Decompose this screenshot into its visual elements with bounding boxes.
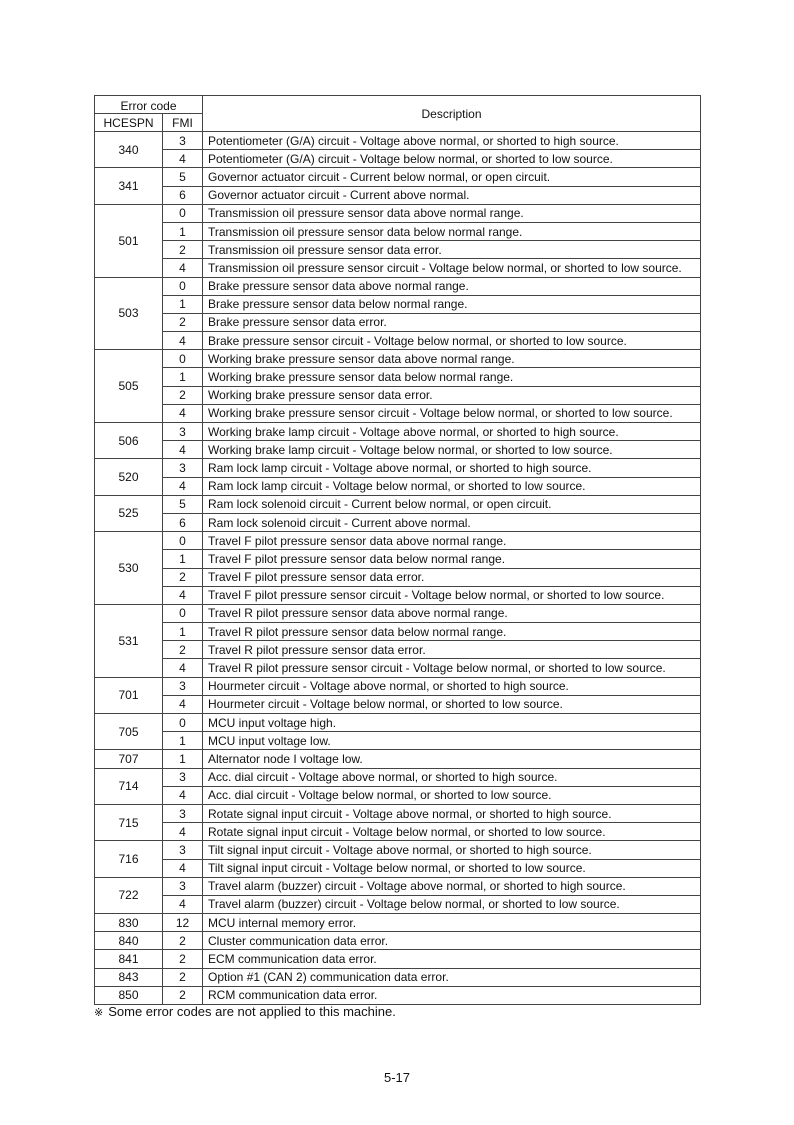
hcespn-cell: 506 — [95, 423, 163, 459]
table-row — [95, 186, 701, 204]
fmi-cell: 0 — [163, 604, 203, 622]
hcespn-cell: 705 — [95, 714, 163, 750]
fmi-cell: 4 — [163, 859, 203, 877]
description-cell: ECM communication data error. — [203, 950, 701, 968]
fmi-cell: 2 — [163, 241, 203, 259]
fmi-cell: 0 — [163, 532, 203, 550]
fmi-cell: 2 — [163, 568, 203, 586]
hcespn-cell: 716 — [95, 841, 163, 877]
fmi-cell: 4 — [163, 586, 203, 604]
fmi-cell: 3 — [163, 423, 203, 441]
fmi-cell: 4 — [163, 695, 203, 713]
table-row — [95, 423, 701, 441]
description-cell: Travel alarm (buzzer) circuit - Voltage above normal, or shorted to high source. — [203, 877, 701, 895]
fmi-cell: 4 — [163, 259, 203, 277]
table-row — [95, 332, 701, 350]
description-cell: Transmission oil pressure sensor data above normal range. — [203, 204, 701, 222]
fmi-cell: 3 — [163, 877, 203, 895]
table-row — [95, 350, 701, 368]
table-row — [95, 914, 701, 932]
fmi-cell: 2 — [163, 968, 203, 986]
table-row — [95, 968, 701, 986]
table-row — [95, 695, 701, 713]
fmi-cell: 1 — [163, 295, 203, 313]
description-cell: Transmission oil pressure sensor data below normal range. — [203, 222, 701, 240]
fmi-cell: 0 — [163, 714, 203, 732]
table-row — [95, 932, 701, 950]
table-row — [95, 222, 701, 240]
fmi-cell: 4 — [163, 786, 203, 804]
table-row — [95, 950, 701, 968]
fmi-cell: 3 — [163, 459, 203, 477]
fmi-cell: 0 — [163, 277, 203, 295]
table-row — [95, 677, 701, 695]
description-cell: Travel R pilot pressure sensor data error. — [203, 641, 701, 659]
hcespn-cell: 722 — [95, 877, 163, 913]
description-cell: Travel R pilot pressure sensor circuit - Voltage below normal, or shorted to low source. — [203, 659, 701, 677]
table-row — [95, 986, 701, 1004]
description-cell: Potentiometer (G/A) circuit - Voltage above normal, or shorted to high source. — [203, 132, 701, 150]
fmi-cell: 4 — [163, 441, 203, 459]
fmi-cell: 2 — [163, 986, 203, 1004]
hcespn-header: HCESPN — [95, 114, 163, 132]
fmi-cell: 1 — [163, 732, 203, 750]
fmi-cell: 4 — [163, 332, 203, 350]
description-cell: Ram lock solenoid circuit - Current above normal. — [203, 513, 701, 531]
description-cell: Acc. dial circuit - Voltage below normal, or shorted to low source. — [203, 786, 701, 804]
description-cell: Travel F pilot pressure sensor data error. — [203, 568, 701, 586]
table-row — [95, 259, 701, 277]
table-row — [95, 477, 701, 495]
hcespn-cell: 505 — [95, 350, 163, 423]
description-cell: Potentiometer (G/A) circuit - Voltage below normal, or shorted to low source. — [203, 150, 701, 168]
table-row — [95, 623, 701, 641]
fmi-cell: 5 — [163, 168, 203, 186]
table-row — [95, 568, 701, 586]
description-cell: MCU internal memory error. — [203, 914, 701, 932]
table-row — [95, 750, 701, 768]
description-cell: Alternator node I voltage low. — [203, 750, 701, 768]
table-row — [95, 895, 701, 913]
fmi-cell: 4 — [163, 823, 203, 841]
table-row — [95, 441, 701, 459]
description-header: Description — [203, 96, 701, 132]
description-cell: Travel alarm (buzzer) circuit - Voltage below normal, or shorted to low source. — [203, 895, 701, 913]
table-row — [95, 732, 701, 750]
description-cell: Rotate signal input circuit - Voltage above normal, or shorted to high source. — [203, 804, 701, 822]
table-row — [95, 295, 701, 313]
fmi-cell: 3 — [163, 804, 203, 822]
description-cell: MCU input voltage high. — [203, 714, 701, 732]
table-row — [95, 386, 701, 404]
footnote — [94, 1004, 396, 1019]
description-cell: Transmission oil pressure sensor circuit - Voltage below normal, or shorted to low source. — [203, 259, 701, 277]
table-row — [95, 659, 701, 677]
hcespn-cell: 840 — [95, 932, 163, 950]
reference-mark-icon: ※ — [94, 1006, 104, 1019]
hcespn-cell: 701 — [95, 677, 163, 713]
table-row — [95, 859, 701, 877]
hcespn-cell: 530 — [95, 532, 163, 605]
description-cell: Tilt signal input circuit - Voltage below normal, or shorted to low source. — [203, 859, 701, 877]
table-row — [95, 714, 701, 732]
table-body — [95, 132, 701, 1005]
table-row — [95, 768, 701, 786]
description-cell: Tilt signal input circuit - Voltage above normal, or shorted to high source. — [203, 841, 701, 859]
table-row — [95, 550, 701, 568]
fmi-cell: 2 — [163, 641, 203, 659]
description-cell: Hourmeter circuit - Voltage above normal, or shorted to high source. — [203, 677, 701, 695]
table-row — [95, 586, 701, 604]
description-cell: Brake pressure sensor data above normal range. — [203, 277, 701, 295]
fmi-cell: 4 — [163, 659, 203, 677]
fmi-cell: 4 — [163, 895, 203, 913]
table-row — [95, 823, 701, 841]
fmi-cell: 2 — [163, 950, 203, 968]
table-row — [95, 841, 701, 859]
table-row — [95, 241, 701, 259]
table-row — [95, 368, 701, 386]
hcespn-cell: 850 — [95, 986, 163, 1004]
table-row — [95, 404, 701, 422]
fmi-cell: 12 — [163, 914, 203, 932]
description-cell: Working brake lamp circuit - Voltage below normal, or shorted to low source. — [203, 441, 701, 459]
fmi-cell: 5 — [163, 495, 203, 513]
hcespn-cell: 503 — [95, 277, 163, 350]
fmi-cell: 0 — [163, 204, 203, 222]
fmi-cell: 6 — [163, 186, 203, 204]
table-row — [95, 604, 701, 622]
description-cell: Working brake pressure sensor circuit - Voltage below normal, or shorted to low source. — [203, 404, 701, 422]
fmi-cell: 6 — [163, 513, 203, 531]
description-cell: MCU input voltage low. — [203, 732, 701, 750]
table-row — [95, 132, 701, 150]
table-row — [95, 495, 701, 513]
error-code-table — [94, 95, 701, 1005]
hcespn-cell: 715 — [95, 804, 163, 840]
description-cell: Working brake pressure sensor data below normal range. — [203, 368, 701, 386]
hcespn-cell: 714 — [95, 768, 163, 804]
table-row — [95, 313, 701, 331]
description-cell: Travel F pilot pressure sensor data above normal range. — [203, 532, 701, 550]
fmi-cell: 1 — [163, 750, 203, 768]
description-cell: Brake pressure sensor circuit - Voltage below normal, or shorted to low source. — [203, 332, 701, 350]
description-cell: Working brake pressure sensor data above normal range. — [203, 350, 701, 368]
fmi-cell: 1 — [163, 550, 203, 568]
description-cell: RCM communication data error. — [203, 986, 701, 1004]
description-cell: Travel F pilot pressure sensor circuit - Voltage below normal, or shorted to low source. — [203, 586, 701, 604]
fmi-cell: 3 — [163, 768, 203, 786]
description-cell: Working brake lamp circuit - Voltage above normal, or shorted to high source. — [203, 423, 701, 441]
fmi-cell: 1 — [163, 368, 203, 386]
hcespn-cell: 525 — [95, 495, 163, 531]
fmi-cell: 3 — [163, 677, 203, 695]
error-code-header: Error code — [95, 96, 203, 114]
description-cell: Brake pressure sensor data error. — [203, 313, 701, 331]
description-cell: Governor actuator circuit - Current below normal, or open circuit. — [203, 168, 701, 186]
hcespn-cell: 341 — [95, 168, 163, 204]
description-cell: Travel F pilot pressure sensor data below normal range. — [203, 550, 701, 568]
description-cell: Option #1 (CAN 2) communication data error. — [203, 968, 701, 986]
fmi-cell: 1 — [163, 623, 203, 641]
fmi-cell: 1 — [163, 222, 203, 240]
table-row — [95, 877, 701, 895]
description-cell: Working brake pressure sensor data error. — [203, 386, 701, 404]
description-cell: Ram lock lamp circuit - Voltage above normal, or shorted to high source. — [203, 459, 701, 477]
page-number: 5-17 — [383, 1070, 411, 1085]
hcespn-cell: 531 — [95, 604, 163, 677]
description-cell: Transmission oil pressure sensor data error. — [203, 241, 701, 259]
table-row — [95, 532, 701, 550]
fmi-cell: 0 — [163, 350, 203, 368]
table-row — [95, 459, 701, 477]
fmi-cell: 4 — [163, 477, 203, 495]
description-cell: Governor actuator circuit - Current above normal. — [203, 186, 701, 204]
description-cell: Ram lock solenoid circuit - Current below normal, or open circuit. — [203, 495, 701, 513]
description-cell: Cluster communication data error. — [203, 932, 701, 950]
description-cell: Travel R pilot pressure sensor data below normal range. — [203, 623, 701, 641]
description-cell: Rotate signal input circuit - Voltage below normal, or shorted to low source. — [203, 823, 701, 841]
table-row — [95, 168, 701, 186]
table-row — [95, 641, 701, 659]
hcespn-cell: 830 — [95, 914, 163, 932]
fmi-cell: 2 — [163, 932, 203, 950]
hcespn-cell: 520 — [95, 459, 163, 495]
fmi-cell: 4 — [163, 150, 203, 168]
hcespn-cell: 841 — [95, 950, 163, 968]
description-cell: Acc. dial circuit - Voltage above normal, or shorted to high source. — [203, 768, 701, 786]
hcespn-cell: 843 — [95, 968, 163, 986]
table-row — [95, 804, 701, 822]
table-row — [95, 786, 701, 804]
fmi-cell: 3 — [163, 841, 203, 859]
hcespn-cell: 340 — [95, 132, 163, 168]
fmi-cell: 3 — [163, 132, 203, 150]
fmi-cell: 4 — [163, 404, 203, 422]
description-cell: Travel R pilot pressure sensor data above normal range. — [203, 604, 701, 622]
table-row — [95, 513, 701, 531]
footnote-text: Some error codes are not applied to this machine. — [108, 1004, 396, 1019]
description-cell: Brake pressure sensor data below normal range. — [203, 295, 701, 313]
fmi-cell: 2 — [163, 386, 203, 404]
table-row — [95, 150, 701, 168]
fmi-cell: 2 — [163, 313, 203, 331]
description-cell: Hourmeter circuit - Voltage below normal, or shorted to low source. — [203, 695, 701, 713]
hcespn-cell: 707 — [95, 750, 163, 768]
hcespn-cell: 501 — [95, 204, 163, 277]
fmi-header: FMI — [163, 114, 203, 132]
table-row — [95, 277, 701, 295]
description-cell: Ram lock lamp circuit - Voltage below normal, or shorted to low source. — [203, 477, 701, 495]
table-row — [95, 204, 701, 222]
